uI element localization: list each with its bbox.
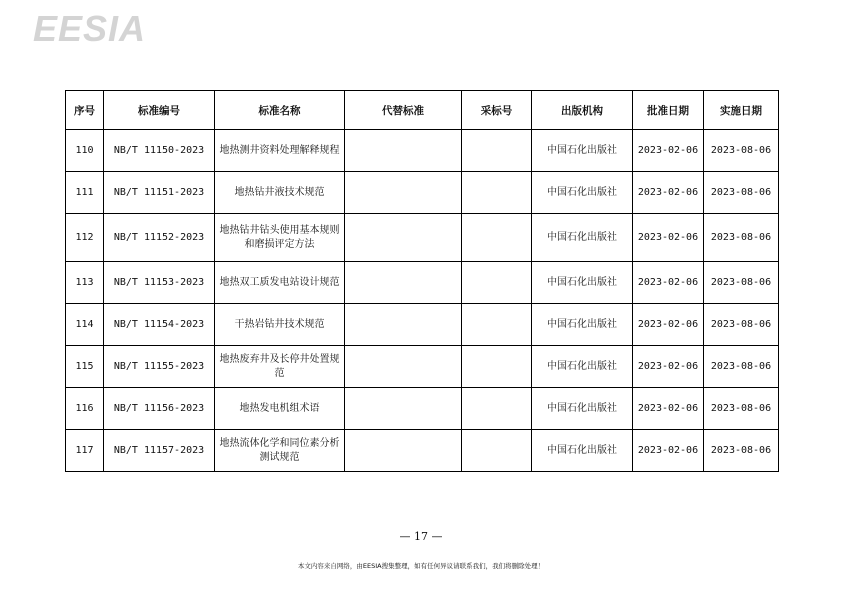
cell-replaces [345, 346, 462, 388]
col-header-effective-date: 实施日期 [704, 91, 779, 130]
table-row [66, 388, 779, 430]
cell-standard-number: NB/T 11156-2023 [104, 388, 215, 430]
cell-publisher: 中国石化出版社 [532, 130, 633, 172]
cell-replaces [345, 304, 462, 346]
cell-serial: 111 [66, 172, 104, 214]
cell-adopted-number [462, 388, 532, 430]
cell-effective-date: 2023-08-06 [704, 130, 779, 172]
cell-standard-number: NB/T 11152-2023 [104, 214, 215, 262]
cell-effective-date: 2023-08-06 [704, 388, 779, 430]
col-header-standard-number: 标准编号 [104, 91, 215, 130]
col-header-replaces: 代替标准 [345, 91, 462, 130]
cell-approval-date: 2023-02-06 [633, 388, 704, 430]
eesia-watermark-logo: EESIA [33, 8, 147, 49]
cell-standard-name: 地热测井资料处理解释规程 [215, 130, 345, 172]
cell-approval-date: 2023-02-06 [633, 262, 704, 304]
col-header-publisher: 出版机构 [532, 91, 633, 130]
cell-adopted-number [462, 304, 532, 346]
page-number: — 17 — [399, 530, 443, 543]
col-header-serial: 序号 [66, 91, 104, 130]
cell-serial: 112 [66, 214, 104, 262]
table-row [66, 304, 779, 346]
cell-adopted-number [462, 214, 532, 262]
cell-approval-date: 2023-02-06 [633, 214, 704, 262]
cell-publisher: 中国石化出版社 [532, 172, 633, 214]
cell-replaces [345, 262, 462, 304]
cell-serial: 117 [66, 430, 104, 472]
cell-replaces [345, 130, 462, 172]
cell-standard-name: 地热发电机组术语 [215, 388, 345, 430]
cell-effective-date: 2023-08-06 [704, 346, 779, 388]
cell-effective-date: 2023-08-06 [704, 304, 779, 346]
cell-standard-number: NB/T 11155-2023 [104, 346, 215, 388]
cell-approval-date: 2023-02-06 [633, 346, 704, 388]
cell-approval-date: 2023-02-06 [633, 172, 704, 214]
cell-effective-date: 2023-08-06 [704, 172, 779, 214]
cell-publisher: 中国石化出版社 [532, 214, 633, 262]
cell-standard-name: 地热流体化学和同位素分析测试规范 [215, 430, 345, 472]
cell-replaces [345, 214, 462, 262]
cell-standard-number: NB/T 11150-2023 [104, 130, 215, 172]
cell-standard-number: NB/T 11157-2023 [104, 430, 215, 472]
table-row [66, 430, 779, 472]
cell-adopted-number [462, 262, 532, 304]
cell-replaces [345, 388, 462, 430]
cell-effective-date: 2023-08-06 [704, 262, 779, 304]
cell-publisher: 中国石化出版社 [532, 430, 633, 472]
cell-standard-name: 干热岩钻井技术规范 [215, 304, 345, 346]
table-row [66, 214, 779, 262]
cell-adopted-number [462, 172, 532, 214]
cell-publisher: 中国石化出版社 [532, 346, 633, 388]
col-header-standard-name: 标准名称 [215, 91, 345, 130]
cell-approval-date: 2023-02-06 [633, 304, 704, 346]
footer-disclaimer: 本文内容来自网络，由EESIA搜集整理，如有任何异议请联系我们，我们将删除处理！ [297, 562, 545, 570]
cell-replaces [345, 172, 462, 214]
cell-standard-number: NB/T 11153-2023 [104, 262, 215, 304]
cell-serial: 113 [66, 262, 104, 304]
cell-publisher: 中国石化出版社 [532, 262, 633, 304]
col-header-adopted-number: 采标号 [462, 91, 532, 130]
cell-effective-date: 2023-08-06 [704, 430, 779, 472]
header-row [66, 91, 779, 130]
cell-standard-number: NB/T 11154-2023 [104, 304, 215, 346]
cell-publisher: 中国石化出版社 [532, 388, 633, 430]
cell-standard-name: 地热钻井钻头使用基本规则和磨损评定方法 [215, 214, 345, 262]
cell-standard-name: 地热废弃井及长停井处置规范 [215, 346, 345, 388]
cell-publisher: 中国石化出版社 [532, 304, 633, 346]
cell-standard-number: NB/T 11151-2023 [104, 172, 215, 214]
cell-serial: 110 [66, 130, 104, 172]
cell-adopted-number [462, 430, 532, 472]
cell-adopted-number [462, 346, 532, 388]
cell-approval-date: 2023-02-06 [633, 430, 704, 472]
cell-standard-name: 地热双工质发电站设计规范 [215, 262, 345, 304]
cell-standard-name: 地热钻井液技术规范 [215, 172, 345, 214]
table-row [66, 346, 779, 388]
table-row [66, 130, 779, 172]
cell-serial: 115 [66, 346, 104, 388]
table-row [66, 172, 779, 214]
cell-serial: 116 [66, 388, 104, 430]
cell-adopted-number [462, 130, 532, 172]
table-row [66, 262, 779, 304]
cell-approval-date: 2023-02-06 [633, 130, 704, 172]
cell-serial: 114 [66, 304, 104, 346]
cell-effective-date: 2023-08-06 [704, 214, 779, 262]
col-header-approval-date: 批准日期 [633, 91, 704, 130]
cell-replaces [345, 430, 462, 472]
standards-table [65, 90, 779, 472]
